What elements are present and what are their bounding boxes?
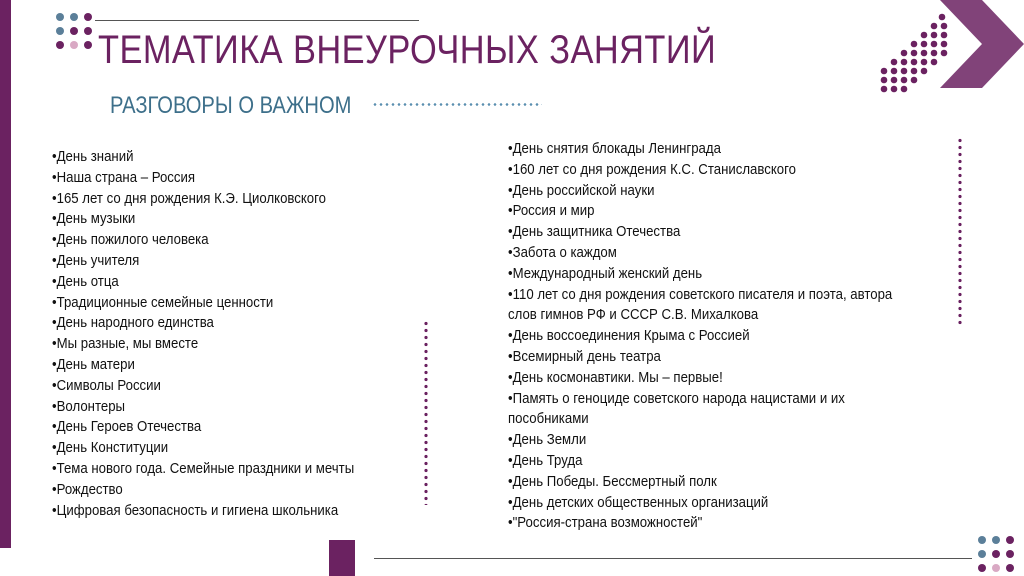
list-item: •Символы России xyxy=(52,376,161,394)
list-item: слов гимнов РФ и СССР С.В. Михалкова xyxy=(508,306,759,324)
left-accent-bar xyxy=(0,0,11,548)
bottom-accent-block xyxy=(329,540,355,576)
vertical-dots-right xyxy=(958,137,962,325)
list-item: •День пожилого человека xyxy=(52,231,209,249)
list-item: •День Победы. Бессмертный полк xyxy=(508,472,717,490)
vertical-dots-middle xyxy=(424,320,428,505)
list-item: •День музыки xyxy=(52,210,136,228)
list-item: •День воссоединения Крыма с Россией xyxy=(508,327,750,345)
list-item: пособниками xyxy=(508,410,589,428)
list-item: •160 лет со дня рождения К.С. Станиславского xyxy=(508,160,796,178)
list-item: •Тема нового года. Семейные праздники и мечты xyxy=(52,459,355,477)
list-item: •Забота о каждом xyxy=(508,243,617,261)
list-item: •Мы разные, мы вместе xyxy=(52,335,199,353)
list-item: •Рождество xyxy=(52,480,123,498)
list-item: •День народного единства xyxy=(52,314,214,332)
list-item: •День Труда xyxy=(508,451,583,469)
decorative-dots-triangle xyxy=(872,12,952,94)
list-item: •День Земли xyxy=(508,431,587,449)
list-item: •День детских общественных организаций xyxy=(508,493,769,511)
topics-list-left xyxy=(52,147,395,521)
list-item: •Россия и мир xyxy=(508,202,595,220)
list-item: •Традиционные семейные ценности xyxy=(52,293,274,311)
list-item: •День знаний xyxy=(52,148,134,165)
list-item: •День Героев Отечества xyxy=(52,418,202,436)
list-item: •Наша страна – Россия xyxy=(52,168,196,186)
list-item: •День учителя xyxy=(52,251,140,269)
list-item: •Цифровая безопасность и гигиена школьника xyxy=(52,501,339,519)
list-item: •День отца xyxy=(52,272,119,290)
list-item: •День Конституции xyxy=(52,439,169,457)
list-item: •День защитника Отечества xyxy=(508,223,681,241)
list-item: •Международный женский день xyxy=(508,264,703,282)
decorative-dots-top-left xyxy=(56,13,92,49)
list-item: •Память о геноциде советского народа нацистами и их xyxy=(508,389,845,407)
topics-list-right xyxy=(508,139,945,534)
title-divider-line xyxy=(95,20,419,21)
list-item: •165 лет со дня рождения К.Э. Циолковского xyxy=(52,189,327,207)
bottom-divider-line xyxy=(374,558,972,559)
list-item: •Волонтеры xyxy=(52,397,126,415)
list-item: •День матери xyxy=(52,355,135,373)
list-item: •Всемирный день театра xyxy=(508,347,661,365)
list-item: •День космонавтики. Мы – первые! xyxy=(508,368,723,386)
page-title: ТЕМАТИКА ВНЕУРОЧНЫХ ЗАНЯТИЙ xyxy=(98,28,717,72)
list-item: •"Россия-страна возможностей" xyxy=(508,514,703,532)
list-item: •110 лет со дня рождения советского писателя и поэта, автора xyxy=(508,285,893,303)
subtitle-dotted-line xyxy=(372,103,542,106)
list-item: •День снятия блокады Ленинграда xyxy=(508,140,721,157)
page-subtitle: РАЗГОВОРЫ О ВАЖНОМ xyxy=(110,92,352,119)
chevron-arrow-icon xyxy=(940,0,1024,100)
decorative-dots-bottom-right xyxy=(978,536,1014,572)
list-item: •День российской науки xyxy=(508,181,655,199)
